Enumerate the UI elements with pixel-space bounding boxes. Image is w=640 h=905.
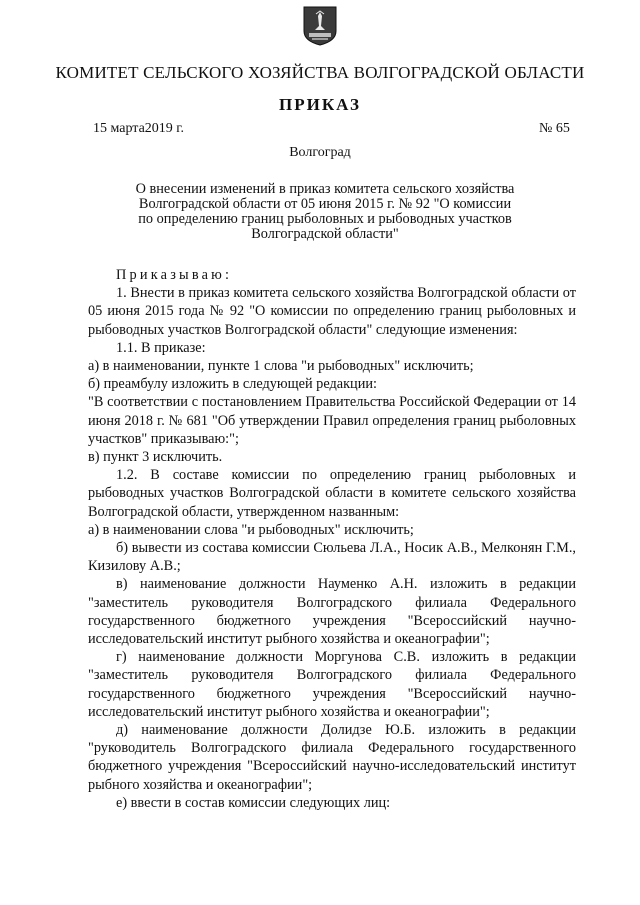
order-word: Приказываю: (116, 267, 233, 283)
paragraph-1-2-e: д) наименование должности Долидзе Ю.Б. изложить в редакции "руководитель Волгоградского филиала Федерального государственного бюджетного учреждения "Всероссийский научно-исследовательский институт рыбного хозяйства и океанографии"; (88, 722, 576, 793)
paragraph-1-1-a: а) в наименовании, пункте 1 слова "и рыбоводных" исключить; (88, 358, 474, 375)
subject-line: Волгоградской области" (251, 226, 399, 242)
paragraph-1-1-b: б) преамбулу изложить в следующей редакции: (88, 376, 377, 393)
paragraph-1-1-b-text: "В соответствии с постановлением Правительства Российской Федерации от 14 июня 2018 г. № 681 "Об утверждении Правил определения границ рыболовных участков" приказываю:"; (88, 394, 576, 447)
paragraph-1-2-d: г) наименование должности Моргунова С.В. изложить в редакции "заместитель руководителя Волгоградского филиала Федерального государственного бюджетного учреждения "Всероссийский научно-исследовательский институт рыбного хозяйства и океанографии"; (88, 649, 576, 720)
order-date: 15 марта2019 г. (93, 121, 184, 136)
paragraph-1-2: 1.2. В составе комиссии по определению границ рыболовных и рыбоводных участков Волгоградской области в комитете сельского хозяйства Волгоградской области, утвержденном названным: (88, 467, 576, 520)
order-city: Волгоград (289, 145, 351, 160)
paragraph-1-1-c: в) пункт 3 исключить. (88, 449, 223, 466)
order-body (88, 266, 576, 812)
coat-of-arms-icon (303, 6, 337, 46)
paragraph-1-2-c: в) наименование должности Науменко А.Н. изложить в редакции "заместитель руководителя Волгоградского филиала Федерального государственного бюджетного учреждения "Всероссийский научно-исследовательский институт рыбного хозяйства и океанографии"; (88, 576, 576, 648)
paragraph-1: 1. Внести в приказ комитета сельского хозяйства Волгоградской области от 05 июня 2015 года № 92 "О комиссии по определению границ рыболовных и рыбоводных участков Волгоградской области" следующие изменения: (88, 285, 576, 338)
subject-line: Волгоградской области от 05 июня 2015 г. № 92 "О комиссии (138, 196, 512, 212)
committee-name: КОМИТЕТ СЕЛЬСКОГО ХОЗЯЙСТВА ВОЛГОГРАДСКОЙ ОБЛАСТИ (55, 63, 585, 82)
order-number: № 65 (539, 121, 570, 136)
paragraph-1-2-a: а) в наименовании слова "и рыбоводных" исключить; (88, 521, 414, 538)
paragraph-1-2-b: б) вывести из состава комиссии Сюльева Л.А., Носик А.В., Мелконян Г.М., Кизилову А.В.; (88, 540, 576, 575)
order-subject (120, 182, 530, 242)
subject-line: по определению границ рыболовных и рыбоводных участков (138, 211, 512, 227)
subject-line: О внесении изменений в приказ комитета сельского хозяйства (135, 181, 515, 197)
paragraph-1-1: 1.1. В приказе: (116, 339, 206, 356)
paragraph-1-2-f: е) ввести в состав комиссии следующих лиц: (116, 794, 391, 811)
document-type: ПРИКАЗ (279, 95, 361, 114)
